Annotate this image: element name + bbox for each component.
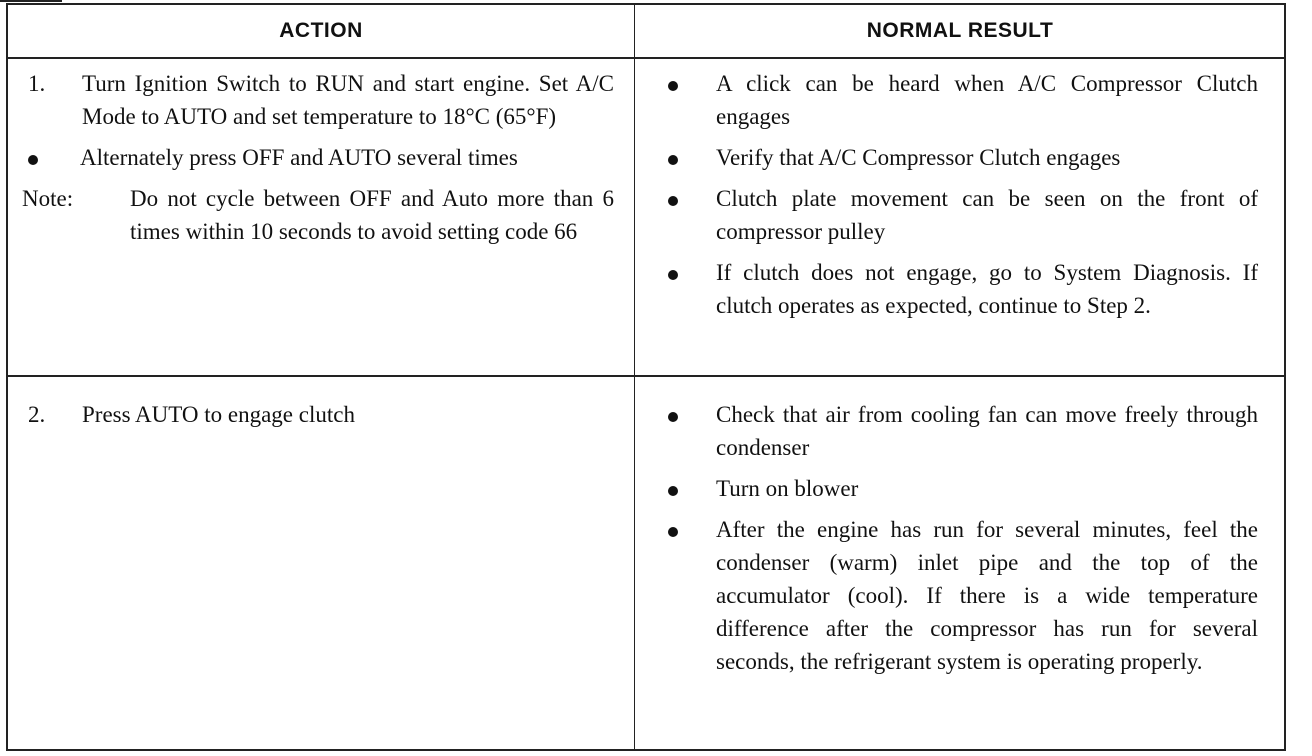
step-number: 2. — [28, 402, 46, 427]
bullet-text: Alternately press OFF and AUTO several times — [80, 145, 518, 170]
result-text: Clutch plate movement can be seen on the front of compressor pulley — [716, 186, 1258, 244]
header-divider — [8, 57, 1284, 59]
result-bullet — [658, 472, 1258, 505]
row-2-action-cell — [22, 398, 614, 439]
action-bullet — [22, 141, 614, 174]
diagnostic-table — [6, 3, 1286, 751]
row-1-result-cell — [658, 67, 1258, 330]
bullet-icon — [658, 182, 716, 215]
note-text: Do not cycle between OFF and Auto more than 6 times within 10 seconds to avoid setting code 66 — [130, 186, 614, 244]
normal-result-column-header: NORMAL RESULT — [866, 19, 1054, 42]
row-divider — [8, 375, 1284, 377]
result-text: Verify that A/C Compressor Clutch engages — [716, 145, 1121, 170]
result-text: Check that air from cooling fan can move freely through condenser — [716, 402, 1258, 460]
bullet-icon — [658, 513, 716, 546]
step-2 — [22, 398, 614, 431]
note — [22, 182, 614, 248]
bullet-icon — [658, 472, 716, 505]
bullet-icon — [658, 256, 716, 289]
result-bullet — [658, 141, 1258, 174]
step-text: Press AUTO to engage clutch — [82, 402, 355, 427]
result-text: A click can be heard when A/C Compressor Clutch engages — [716, 71, 1258, 129]
column-divider — [634, 5, 635, 749]
result-bullet — [658, 67, 1258, 133]
step-1 — [22, 67, 614, 133]
bullet-icon — [658, 67, 716, 100]
result-bullet — [658, 398, 1258, 464]
bullet-icon — [658, 141, 716, 174]
row-2-result-cell — [658, 398, 1258, 686]
result-text: If clutch does not engage, go to System Diagnosis. If clutch operates as expected, continue to Step 2. — [716, 260, 1258, 318]
result-bullet — [658, 182, 1258, 248]
result-text: After the engine has run for several minutes, feel the condenser (warm) inlet pipe and the top of the accumulator (cool). If there is a wide temperature difference after the compressor has run for several seconds, the refrigerant system is operating properly. — [716, 517, 1258, 674]
result-bullet — [658, 513, 1258, 678]
bullet-icon — [22, 141, 80, 174]
action-column-header: ACTION — [279, 19, 363, 42]
step-number: 1. — [28, 71, 46, 96]
note-label: Note: — [22, 186, 74, 211]
bullet-icon — [658, 398, 716, 431]
step-text: Turn Ignition Switch to RUN and start engine. Set A/C Mode to AUTO and set temperature to 18°C (65°F) — [82, 71, 614, 129]
result-bullet — [658, 256, 1258, 322]
row-1-action-cell — [22, 67, 614, 248]
result-text: Turn on blower — [716, 476, 859, 501]
